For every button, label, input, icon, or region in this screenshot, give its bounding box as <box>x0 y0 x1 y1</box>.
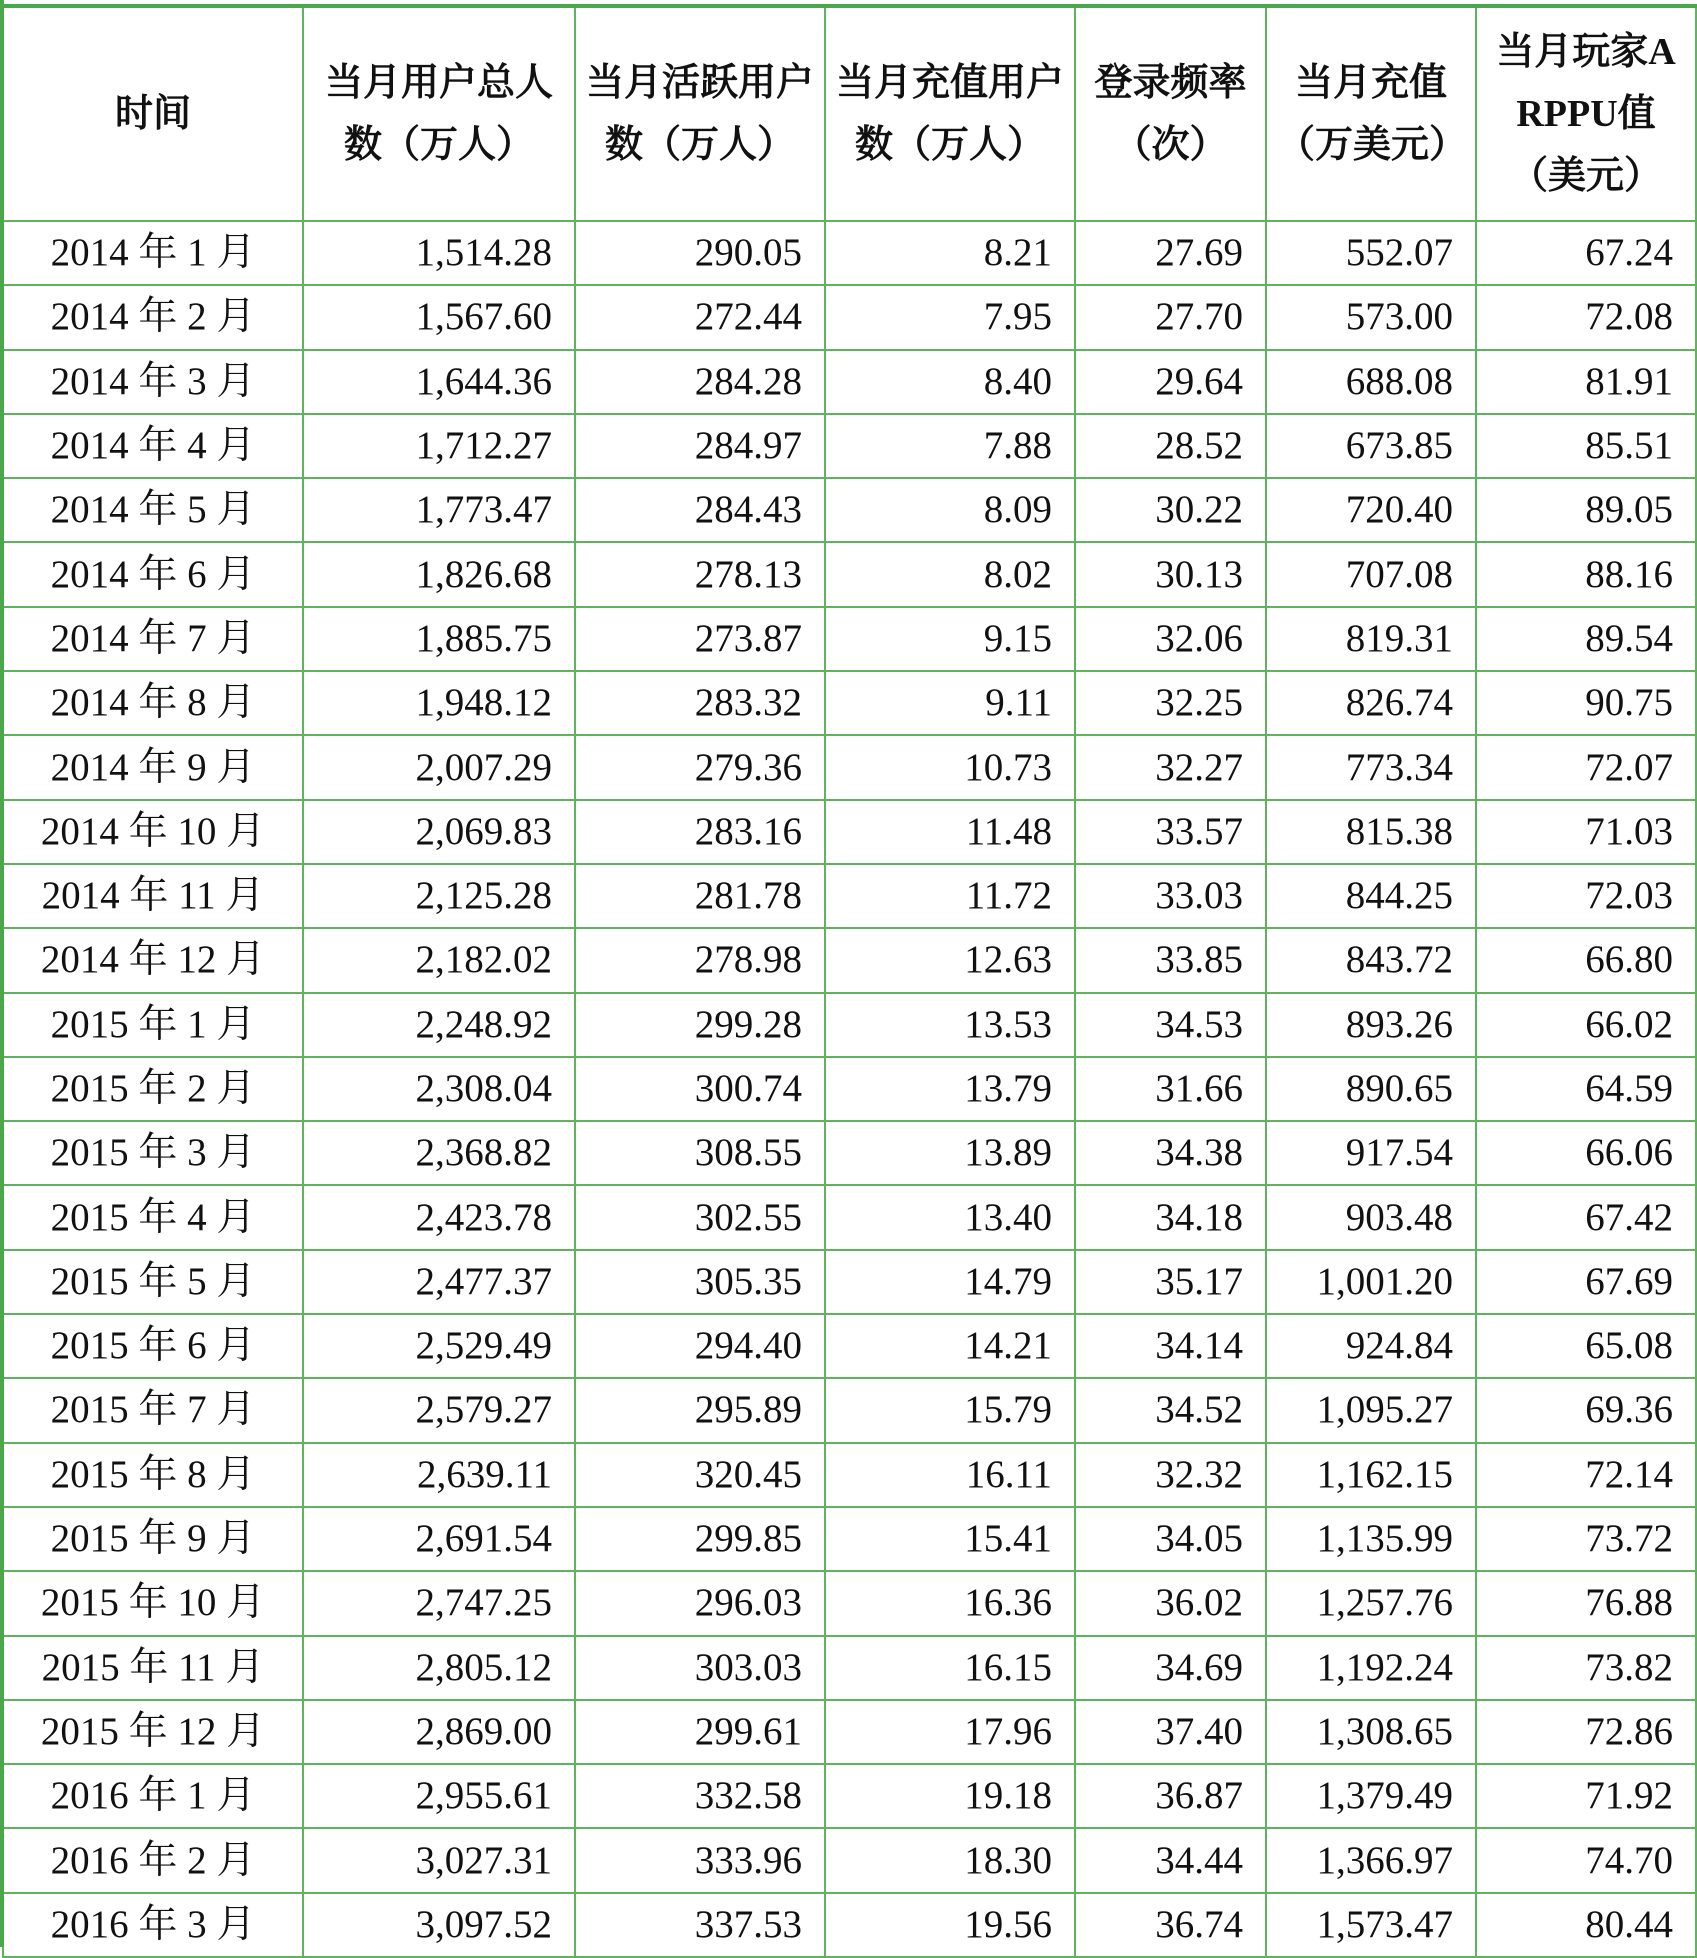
cell-arppu: 80.44 <box>1476 1893 1696 1957</box>
cell-recharge-amount: 673.85 <box>1266 414 1476 478</box>
cell-time: 2016 年 2 月 <box>3 1828 303 1892</box>
cell-paying-users: 16.11 <box>825 1443 1075 1507</box>
cell-recharge-amount: 552.07 <box>1266 221 1476 285</box>
cell-arppu: 66.80 <box>1476 928 1696 992</box>
cell-arppu: 71.03 <box>1476 800 1696 864</box>
cell-total-users: 2,805.12 <box>303 1636 575 1700</box>
cell-login-frequency: 32.27 <box>1075 735 1266 799</box>
cell-paying-users: 17.96 <box>825 1700 1075 1764</box>
cell-login-frequency: 36.74 <box>1075 1893 1266 1957</box>
cell-arppu: 67.42 <box>1476 1185 1696 1249</box>
cell-recharge-amount: 844.25 <box>1266 864 1476 928</box>
cell-active-users: 272.44 <box>575 285 825 349</box>
cell-arppu: 89.05 <box>1476 478 1696 542</box>
cell-arppu: 69.36 <box>1476 1378 1696 1442</box>
left-border-line <box>0 0 4 1947</box>
cell-time: 2014 年 6 月 <box>3 542 303 606</box>
cell-active-users: 284.97 <box>575 414 825 478</box>
cell-paying-users: 16.15 <box>825 1636 1075 1700</box>
cell-recharge-amount: 1,001.20 <box>1266 1250 1476 1314</box>
cell-time: 2015 年 6 月 <box>3 1314 303 1378</box>
cell-time: 2014 年 2 月 <box>3 285 303 349</box>
cell-login-frequency: 32.32 <box>1075 1443 1266 1507</box>
cell-paying-users: 13.89 <box>825 1121 1075 1185</box>
cell-total-users: 1,948.12 <box>303 671 575 735</box>
cell-arppu: 85.51 <box>1476 414 1696 478</box>
cell-login-frequency: 34.44 <box>1075 1828 1266 1892</box>
cell-arppu: 88.16 <box>1476 542 1696 606</box>
cell-arppu: 74.70 <box>1476 1828 1696 1892</box>
cell-active-users: 337.53 <box>575 1893 825 1957</box>
cell-total-users: 1,773.47 <box>303 478 575 542</box>
cell-total-users: 1,885.75 <box>303 607 575 671</box>
cell-total-users: 2,125.28 <box>303 864 575 928</box>
header-paying-users: 当月充值用户数（万人） <box>825 7 1075 221</box>
table-row <box>3 993 1696 1057</box>
cell-total-users: 2,368.82 <box>303 1121 575 1185</box>
cell-total-users: 2,182.02 <box>303 928 575 992</box>
table-row <box>3 285 1696 349</box>
header-recharge-amount: 当月充值（万美元） <box>1266 7 1476 221</box>
cell-arppu: 81.91 <box>1476 350 1696 414</box>
cell-active-users: 299.61 <box>575 1700 825 1764</box>
table-row <box>3 1700 1696 1764</box>
cell-active-users: 290.05 <box>575 221 825 285</box>
cell-login-frequency: 27.69 <box>1075 221 1266 285</box>
cell-total-users: 2,308.04 <box>303 1057 575 1121</box>
cell-recharge-amount: 1,135.99 <box>1266 1507 1476 1571</box>
cell-paying-users: 15.79 <box>825 1378 1075 1442</box>
cell-time: 2014 年 11 月 <box>3 864 303 928</box>
cell-recharge-amount: 917.54 <box>1266 1121 1476 1185</box>
table-row <box>3 607 1696 671</box>
cell-login-frequency: 36.87 <box>1075 1764 1266 1828</box>
cell-login-frequency: 34.53 <box>1075 993 1266 1057</box>
table-row <box>3 800 1696 864</box>
cell-paying-users: 14.79 <box>825 1250 1075 1314</box>
cell-total-users: 2,869.00 <box>303 1700 575 1764</box>
cell-paying-users: 19.56 <box>825 1893 1075 1957</box>
cell-time: 2014 年 8 月 <box>3 671 303 735</box>
table-row <box>3 1250 1696 1314</box>
header-time: 时间 <box>3 7 303 221</box>
cell-login-frequency: 36.02 <box>1075 1571 1266 1635</box>
cell-login-frequency: 34.69 <box>1075 1636 1266 1700</box>
cell-login-frequency: 27.70 <box>1075 285 1266 349</box>
cell-recharge-amount: 707.08 <box>1266 542 1476 606</box>
table-row <box>3 1893 1696 1957</box>
table-row <box>3 1057 1696 1121</box>
cell-time: 2015 年 2 月 <box>3 1057 303 1121</box>
table-row <box>3 414 1696 478</box>
cell-total-users: 2,007.29 <box>303 735 575 799</box>
cell-time: 2015 年 4 月 <box>3 1185 303 1249</box>
table-row <box>3 1571 1696 1635</box>
cell-paying-users: 13.53 <box>825 993 1075 1057</box>
cell-recharge-amount: 720.40 <box>1266 478 1476 542</box>
cell-total-users: 3,097.52 <box>303 1893 575 1957</box>
cell-recharge-amount: 1,192.24 <box>1266 1636 1476 1700</box>
cell-recharge-amount: 890.65 <box>1266 1057 1476 1121</box>
table-row <box>3 1314 1696 1378</box>
cell-arppu: 66.06 <box>1476 1121 1696 1185</box>
cell-time: 2015 年 7 月 <box>3 1378 303 1442</box>
table-row <box>3 928 1696 992</box>
cell-time: 2014 年 7 月 <box>3 607 303 671</box>
cell-active-users: 294.40 <box>575 1314 825 1378</box>
cell-login-frequency: 35.17 <box>1075 1250 1266 1314</box>
cell-total-users: 2,069.83 <box>303 800 575 864</box>
cell-login-frequency: 31.66 <box>1075 1057 1266 1121</box>
cell-recharge-amount: 1,573.47 <box>1266 1893 1476 1957</box>
cell-total-users: 2,639.11 <box>303 1443 575 1507</box>
cell-recharge-amount: 924.84 <box>1266 1314 1476 1378</box>
cell-arppu: 89.54 <box>1476 607 1696 671</box>
cell-arppu: 72.08 <box>1476 285 1696 349</box>
cell-active-users: 308.55 <box>575 1121 825 1185</box>
table-row <box>3 1378 1696 1442</box>
cell-time: 2014 年 10 月 <box>3 800 303 864</box>
cell-total-users: 2,955.61 <box>303 1764 575 1828</box>
cell-active-users: 279.36 <box>575 735 825 799</box>
cell-recharge-amount: 815.38 <box>1266 800 1476 864</box>
cell-arppu: 73.72 <box>1476 1507 1696 1571</box>
cell-recharge-amount: 826.74 <box>1266 671 1476 735</box>
cell-active-users: 305.35 <box>575 1250 825 1314</box>
cell-recharge-amount: 573.00 <box>1266 285 1476 349</box>
cell-login-frequency: 34.52 <box>1075 1378 1266 1442</box>
cell-active-users: 283.32 <box>575 671 825 735</box>
table-row <box>3 1121 1696 1185</box>
cell-paying-users: 15.41 <box>825 1507 1075 1571</box>
cell-paying-users: 18.30 <box>825 1828 1075 1892</box>
cell-active-users: 333.96 <box>575 1828 825 1892</box>
cell-active-users: 284.43 <box>575 478 825 542</box>
cell-total-users: 1,567.60 <box>303 285 575 349</box>
cell-login-frequency: 28.52 <box>1075 414 1266 478</box>
cell-paying-users: 11.72 <box>825 864 1075 928</box>
table-row <box>3 1185 1696 1249</box>
cell-time: 2015 年 8 月 <box>3 1443 303 1507</box>
cell-paying-users: 11.48 <box>825 800 1075 864</box>
cell-recharge-amount: 893.26 <box>1266 993 1476 1057</box>
cell-arppu: 65.08 <box>1476 1314 1696 1378</box>
table-row <box>3 542 1696 606</box>
cell-time: 2014 年 4 月 <box>3 414 303 478</box>
cell-login-frequency: 37.40 <box>1075 1700 1266 1764</box>
cell-active-users: 300.74 <box>575 1057 825 1121</box>
cell-active-users: 320.45 <box>575 1443 825 1507</box>
cell-login-frequency: 32.25 <box>1075 671 1266 735</box>
cell-paying-users: 7.95 <box>825 285 1075 349</box>
cell-paying-users: 8.02 <box>825 542 1075 606</box>
cell-total-users: 2,747.25 <box>303 1571 575 1635</box>
cell-total-users: 2,691.54 <box>303 1507 575 1571</box>
header-login-frequency: 登录频率（次） <box>1075 7 1266 221</box>
cell-paying-users: 12.63 <box>825 928 1075 992</box>
cell-time: 2015 年 9 月 <box>3 1507 303 1571</box>
cell-time: 2016 年 3 月 <box>3 1893 303 1957</box>
header-active-users: 当月活跃用户数（万人） <box>575 7 825 221</box>
cell-arppu: 67.69 <box>1476 1250 1696 1314</box>
top-border-line <box>0 4 1697 8</box>
cell-paying-users: 9.15 <box>825 607 1075 671</box>
table-row <box>3 1636 1696 1700</box>
cell-paying-users: 16.36 <box>825 1571 1075 1635</box>
cell-paying-users: 7.88 <box>825 414 1075 478</box>
cell-login-frequency: 30.22 <box>1075 478 1266 542</box>
cell-total-users: 1,712.27 <box>303 414 575 478</box>
cell-active-users: 299.28 <box>575 993 825 1057</box>
cell-recharge-amount: 1,308.65 <box>1266 1700 1476 1764</box>
cell-recharge-amount: 688.08 <box>1266 350 1476 414</box>
cell-total-users: 2,248.92 <box>303 993 575 1057</box>
cell-active-users: 295.89 <box>575 1378 825 1442</box>
cell-total-users: 2,579.27 <box>303 1378 575 1442</box>
header-arppu: 当月玩家ARPPU值（美元） <box>1476 7 1696 221</box>
cell-recharge-amount: 1,162.15 <box>1266 1443 1476 1507</box>
cell-total-users: 2,423.78 <box>303 1185 575 1249</box>
table-row <box>3 1507 1696 1571</box>
cell-active-users: 303.03 <box>575 1636 825 1700</box>
cell-total-users: 2,529.49 <box>303 1314 575 1378</box>
table-header-row <box>3 7 1696 221</box>
cell-paying-users: 13.79 <box>825 1057 1075 1121</box>
cell-active-users: 332.58 <box>575 1764 825 1828</box>
cell-arppu: 71.92 <box>1476 1764 1696 1828</box>
table-row <box>3 1828 1696 1892</box>
cell-paying-users: 10.73 <box>825 735 1075 799</box>
cell-active-users: 281.78 <box>575 864 825 928</box>
cell-paying-users: 8.21 <box>825 221 1075 285</box>
cell-login-frequency: 33.85 <box>1075 928 1266 992</box>
table-row <box>3 478 1696 542</box>
cell-active-users: 302.55 <box>575 1185 825 1249</box>
cell-paying-users: 14.21 <box>825 1314 1075 1378</box>
cell-arppu: 76.88 <box>1476 1571 1696 1635</box>
cell-active-users: 299.85 <box>575 1507 825 1571</box>
cell-active-users: 273.87 <box>575 607 825 671</box>
cell-time: 2016 年 1 月 <box>3 1764 303 1828</box>
cell-paying-users: 13.40 <box>825 1185 1075 1249</box>
cell-total-users: 1,826.68 <box>303 542 575 606</box>
cell-active-users: 278.98 <box>575 928 825 992</box>
table-row <box>3 350 1696 414</box>
cell-recharge-amount: 1,379.49 <box>1266 1764 1476 1828</box>
table-row <box>3 864 1696 928</box>
cell-time: 2014 年 3 月 <box>3 350 303 414</box>
cell-arppu: 72.03 <box>1476 864 1696 928</box>
cell-arppu: 72.86 <box>1476 1700 1696 1764</box>
cell-paying-users: 9.11 <box>825 671 1075 735</box>
cell-time: 2015 年 3 月 <box>3 1121 303 1185</box>
cell-time: 2014 年 12 月 <box>3 928 303 992</box>
cell-total-users: 3,027.31 <box>303 1828 575 1892</box>
cell-login-frequency: 34.38 <box>1075 1121 1266 1185</box>
cell-login-frequency: 30.13 <box>1075 542 1266 606</box>
cell-login-frequency: 32.06 <box>1075 607 1266 671</box>
cell-login-frequency: 34.05 <box>1075 1507 1266 1571</box>
table-row <box>3 1764 1696 1828</box>
cell-login-frequency: 33.03 <box>1075 864 1266 928</box>
cell-arppu: 66.02 <box>1476 993 1696 1057</box>
cell-time: 2014 年 1 月 <box>3 221 303 285</box>
cell-recharge-amount: 1,366.97 <box>1266 1828 1476 1892</box>
cell-time: 2015 年 10 月 <box>3 1571 303 1635</box>
cell-recharge-amount: 1,257.76 <box>1266 1571 1476 1635</box>
cell-total-users: 1,644.36 <box>303 350 575 414</box>
header-total-users: 当月用户总人数（万人） <box>303 7 575 221</box>
cell-arppu: 72.14 <box>1476 1443 1696 1507</box>
cell-recharge-amount: 843.72 <box>1266 928 1476 992</box>
cell-time: 2015 年 12 月 <box>3 1700 303 1764</box>
cell-time: 2014 年 5 月 <box>3 478 303 542</box>
cell-login-frequency: 34.14 <box>1075 1314 1266 1378</box>
cell-paying-users: 19.18 <box>825 1764 1075 1828</box>
cell-arppu: 90.75 <box>1476 671 1696 735</box>
cell-total-users: 1,514.28 <box>303 221 575 285</box>
table-row <box>3 221 1696 285</box>
cell-recharge-amount: 773.34 <box>1266 735 1476 799</box>
table-row <box>3 735 1696 799</box>
cell-time: 2015 年 11 月 <box>3 1636 303 1700</box>
cell-arppu: 67.24 <box>1476 221 1696 285</box>
cell-time: 2015 年 5 月 <box>3 1250 303 1314</box>
cell-active-users: 284.28 <box>575 350 825 414</box>
cell-login-frequency: 34.18 <box>1075 1185 1266 1249</box>
cell-recharge-amount: 819.31 <box>1266 607 1476 671</box>
cell-recharge-amount: 1,095.27 <box>1266 1378 1476 1442</box>
cell-arppu: 73.82 <box>1476 1636 1696 1700</box>
cell-active-users: 296.03 <box>575 1571 825 1635</box>
cell-arppu: 72.07 <box>1476 735 1696 799</box>
cell-time: 2014 年 9 月 <box>3 735 303 799</box>
table-row <box>3 671 1696 735</box>
cell-active-users: 278.13 <box>575 542 825 606</box>
cell-recharge-amount: 903.48 <box>1266 1185 1476 1249</box>
cell-active-users: 283.16 <box>575 800 825 864</box>
cell-login-frequency: 29.64 <box>1075 350 1266 414</box>
table-body <box>3 221 1696 1957</box>
cell-paying-users: 8.09 <box>825 478 1075 542</box>
cell-time: 2015 年 1 月 <box>3 993 303 1057</box>
table-row <box>3 1443 1696 1507</box>
cell-arppu: 64.59 <box>1476 1057 1696 1121</box>
cell-login-frequency: 33.57 <box>1075 800 1266 864</box>
cell-paying-users: 8.40 <box>825 350 1075 414</box>
cell-total-users: 2,477.37 <box>303 1250 575 1314</box>
user-statistics-table <box>2 6 1697 1958</box>
